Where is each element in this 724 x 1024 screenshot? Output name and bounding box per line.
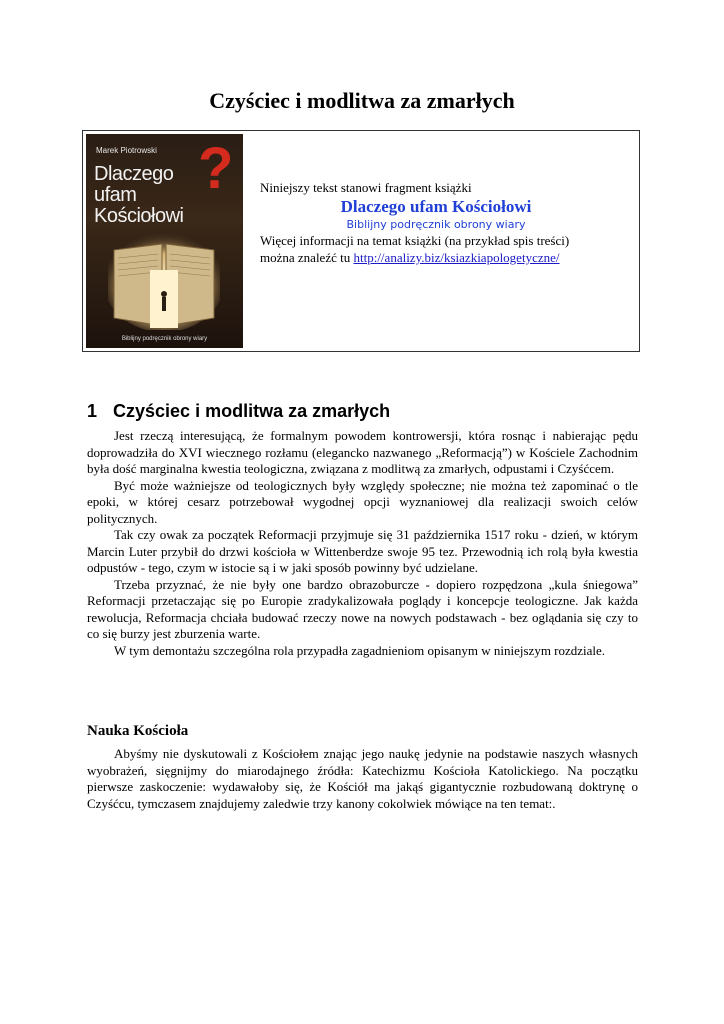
cover-title-line: Kościołowi xyxy=(94,205,184,227)
paragraph: Abyśmy nie dyskutowali z Kościołem znając jego naukę jedynie na podstawie naszych własnych wyobrażeń, sięgnijmy do miarodajnego źródła: Katechizmu Kościoła Katolickiego. Na początku pierwsze zaskoczenie: wydawałoby się, że Kościół ma jakąś gigantycznie rozbudowaną doktrynę o Czyśćcu, tymczasem znajdujemy zaledwie trzy kanony cokolwiek mówiące na ten temat:. xyxy=(87,746,638,811)
book-promo-box xyxy=(82,130,640,352)
paragraph: Jest rzeczą interesującą, że formalnym powodem kontrowersji, która rosnąc i nabierając pędu doprowadziła do XVI wiecznego rozłamu (elegancko nazwanego „Reformacją”) w Kościele Zachodnim była dość marginalna kwestia teologiczna, związana z modlitwą za zmarłych, odpustami i Czyśćcem. xyxy=(87,428,638,476)
promo-text xyxy=(260,179,630,266)
paragraph: Być może ważniejsze od teologicznych były względy społeczne; nie można też zapominać o tle epoki, w której cesarz potrzebował wygodnej opcji wyznaniowej dla realizacji swoich celów politycznych. xyxy=(87,477,638,526)
page-title: Czyściec i modlitwa za zmarłych xyxy=(209,88,515,113)
promo-book-title: Dlaczego ufam Kościołowi xyxy=(340,197,532,216)
cover-title-line: ufam xyxy=(94,184,137,206)
section-number: 1 xyxy=(87,401,98,421)
paragraph: Trzeba przyznać, że nie były one bardzo obrazoburcze - dopiero rozpędzona „kula śniegowa” Reformacji przetaczając się po Europie zradykalizowała poglądy i koncepcje teologiczne. Jak każda rewolucja, Reformacja chciała budować rzeczy nowe na nowych podstawach - bez oglądania się czy to co się burzy jest zburzenia warte. xyxy=(87,576,638,641)
open-book-illustration xyxy=(108,230,220,330)
promo-more-info: Więcej informacji na temat książki (na przykład spis treści) xyxy=(260,233,570,248)
section-title: Czyściec i modlitwa za zmarłych xyxy=(113,401,391,421)
subsection-heading: Nauka Kościoła xyxy=(87,723,189,739)
cover-title xyxy=(94,164,183,227)
section-heading xyxy=(87,401,390,422)
promo-book-subtitle: Biblijny podręcznik obrony wiary xyxy=(346,218,526,231)
cover-question-mark: ? xyxy=(198,136,234,201)
book-info-link[interactable]: http://analizy.biz/ksiazkiapologetyczne/ xyxy=(353,250,560,265)
book-cover-image xyxy=(86,134,243,348)
cover-title-line: Dlaczego xyxy=(94,163,174,185)
paragraph: W tym demontażu szczególna rola przypadła zagadnieniom opisanym w niniejszym rozdziale. xyxy=(114,642,606,658)
paragraph: Tak czy owak za początek Reformacji przyjmuje się 31 października 1517 roku - dzień, w którym Marcin Luter przybił do drzwi kościoła w Wittenberdze swoje 95 tez. Przewodnią ich rolą była kwestia odpustów - tego, czym w istocie są i w jaki sposób powinny być udzielane. xyxy=(87,527,638,575)
subsection-body xyxy=(87,746,638,812)
cover-subtitle: Biblijny podręcznik obrony wiary xyxy=(121,336,208,342)
section-body xyxy=(87,428,638,659)
promo-more-info-line2: można znaleźć tu xyxy=(260,250,354,265)
cover-author: Marek Piotrowski xyxy=(96,146,157,155)
promo-intro: Niniejszy tekst stanowi fragment książki xyxy=(260,180,472,195)
